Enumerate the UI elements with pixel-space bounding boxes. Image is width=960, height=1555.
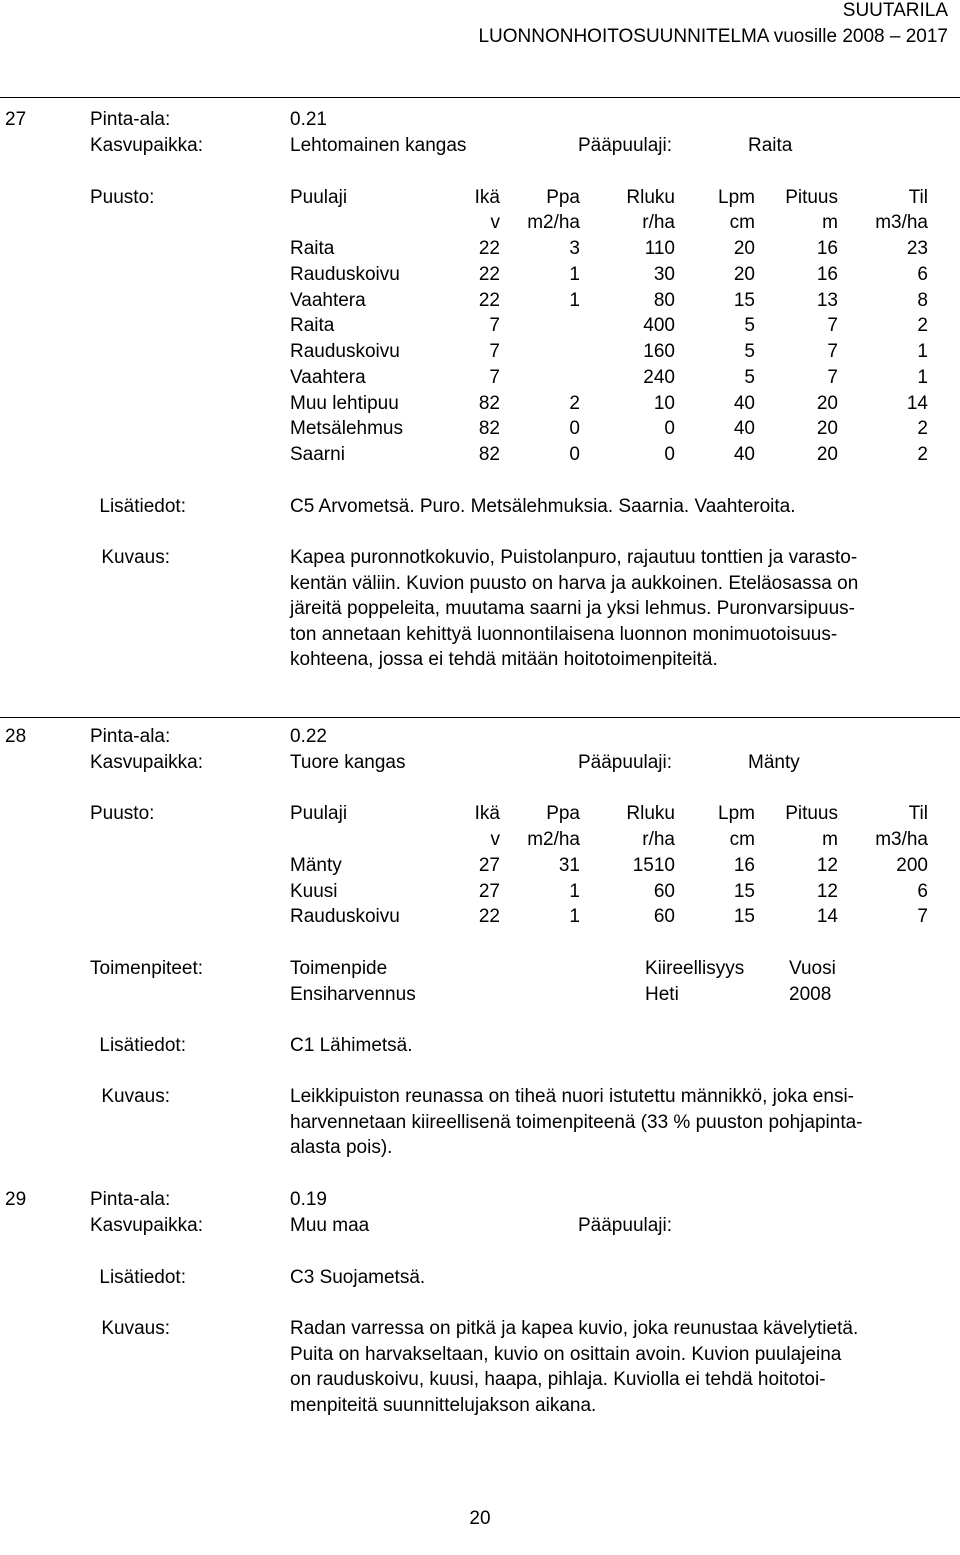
stand-label: Puusto:: [90, 803, 155, 824]
table-row: Kuusi 27 1 60 15 12 6: [290, 881, 928, 902]
table-row: Rauduskoivu 22 1 30 20 16 6: [290, 264, 928, 285]
additional-info-label: Lisätiedot:: [99, 1267, 186, 1288]
description-text: Kapea puronnotkokuvio, Puistolanpuro, rajautuu tonttien ja varasto- kentän väliin. Kuvion puusto on harva ja aukkoinen. Eteläosassa on järeitä poppeleita, muutama saarni ja yksi lehmus. Puronvarsipuus- ton annetaan kehittyä luonnontilaisena luonnon monimuotoisuus- kohteena, jossa ei tehdä mitään hoitotoimenpiteitä.: [290, 547, 859, 671]
stand-label: Puusto:: [90, 187, 155, 208]
table-row: Raita 22 3 110 20 16 23: [290, 238, 928, 259]
site-type-label: Kasvupaikka:: [90, 135, 204, 156]
unit-height: m: [822, 212, 838, 233]
measure-urgency: Heti: [645, 984, 679, 1005]
table-row: Rauduskoivu 22 1 60 15 14 7: [290, 906, 928, 927]
col-volume: Til: [908, 803, 928, 824]
unit-stem-count: r/ha: [642, 829, 675, 850]
area-label: Pinta-ala:: [90, 726, 171, 747]
unit-diameter: cm: [729, 829, 755, 850]
area-value: 0.22: [290, 726, 327, 747]
table-row: Rauduskoivu 7 160 5 7 1: [290, 341, 928, 362]
col-basal-area: Ppa: [546, 187, 580, 208]
col-stem-count: Rluku: [626, 187, 675, 208]
site-type-label: Kasvupaikka:: [90, 1215, 204, 1236]
table-row: Raita 7 400 5 7 2: [290, 315, 928, 336]
site-type-value: Lehtomainen kangas: [290, 135, 467, 156]
col-diameter: Lpm: [718, 187, 755, 208]
table-row: Saarni 82 0 0 40 20 2: [290, 444, 928, 465]
unit-age: v: [490, 829, 500, 850]
table-header-row: [0, 803, 960, 827]
header-site-name: SUUTARILA: [842, 0, 948, 21]
measures-col-measure: Toimenpide: [290, 958, 388, 979]
additional-info-value: C5 Arvometsä. Puro. Metsälehmuksia. Saarnia. Vaahteroita.: [290, 496, 796, 517]
main-species-value: Raita: [748, 135, 793, 156]
header-rule: [0, 97, 960, 98]
measures-col-urgency: Kiireellisyys: [645, 958, 745, 979]
site-type-value: Tuore kangas: [290, 752, 406, 773]
col-stem-count: Rluku: [626, 803, 675, 824]
main-species-label: Pääpuulaji:: [578, 135, 673, 156]
description-text: Radan varressa on pitkä ja kapea kuvio, joka reunustaa kävelytietä. Puita on harvakseltaan, kuvio on osittain avoin. Kuvion puulajeina on rauduskoivu, kuusi, haapa, pihlaja. Kuviolla ei tehdä hoitotoi- menpiteitä suunnittelujakson aikana.: [290, 1318, 859, 1416]
table-unit-row: [0, 212, 960, 236]
area-value: 0.21: [290, 109, 327, 130]
table-row: Vaahtera 7 240 5 7 1: [290, 367, 928, 388]
table-unit-row: [0, 829, 960, 853]
section-rule: [0, 717, 960, 718]
unit-volume: m3/ha: [875, 212, 928, 233]
col-volume: Til: [908, 187, 928, 208]
additional-info-label: Lisätiedot:: [99, 1035, 186, 1056]
page-number: 20: [469, 1508, 491, 1529]
area-label: Pinta-ala:: [90, 109, 171, 130]
description-label: Kuvaus:: [101, 1318, 170, 1339]
measures-label: Toimenpiteet:: [90, 958, 204, 979]
compartment-number: 29: [5, 1189, 27, 1210]
main-species-label: Pääpuulaji:: [578, 1215, 673, 1236]
measure-year: 2008: [789, 984, 832, 1005]
compartment-number: 27: [5, 109, 27, 130]
description-label: Kuvaus:: [101, 547, 170, 568]
unit-volume: m3/ha: [875, 829, 928, 850]
col-age: Ikä: [474, 187, 500, 208]
col-basal-area: Ppa: [546, 803, 580, 824]
unit-basal-area: m2/ha: [527, 212, 580, 233]
header-plan-title: LUONNONHOITOSUUNNITELMA vuosille 2008 – 2017: [478, 26, 948, 47]
table-row: Vaahtera 22 1 80 15 13 8: [290, 290, 928, 311]
site-type-value: Muu maa: [290, 1215, 370, 1236]
unit-basal-area: m2/ha: [527, 829, 580, 850]
description-text: Leikkipuiston reunassa on tiheä nuori istutettu männikkö, joka ensi- harvennetaan kiireellisenä toimenpiteenä (33 % puuston pohjapinta- alasta pois).: [290, 1086, 863, 1159]
main-species-label: Pääpuulaji:: [578, 752, 673, 773]
site-type-label: Kasvupaikka:: [90, 752, 204, 773]
col-height: Pituus: [785, 803, 838, 824]
additional-info-label: Lisätiedot:: [99, 496, 186, 517]
compartment-number: 28: [5, 726, 27, 747]
area-label: Pinta-ala:: [90, 1189, 171, 1210]
table-row: Metsälehmus 82 0 0 40 20 2: [290, 418, 928, 439]
additional-info-value: C1 Lähimetsä.: [290, 1035, 413, 1056]
area-value: 0.19: [290, 1189, 327, 1210]
table-row: Muu lehtipuu 82 2 10 40 20 14: [290, 393, 928, 414]
table-row: Mänty 27 31 1510 16 12 200: [290, 855, 928, 876]
col-species: Puulaji: [290, 803, 348, 824]
table-header-row: [0, 187, 960, 211]
col-age: Ikä: [474, 803, 500, 824]
col-diameter: Lpm: [718, 803, 755, 824]
unit-diameter: cm: [729, 212, 755, 233]
unit-height: m: [822, 829, 838, 850]
unit-stem-count: r/ha: [642, 212, 675, 233]
unit-age: v: [490, 212, 500, 233]
col-species: Puulaji: [290, 187, 348, 208]
measures-col-year: Vuosi: [789, 958, 836, 979]
col-height: Pituus: [785, 187, 838, 208]
additional-info-value: C3 Suojametsä.: [290, 1267, 426, 1288]
description-label: Kuvaus:: [101, 1086, 170, 1107]
main-species-value: Mänty: [748, 752, 800, 773]
measure-name: Ensiharvennus: [290, 984, 416, 1005]
